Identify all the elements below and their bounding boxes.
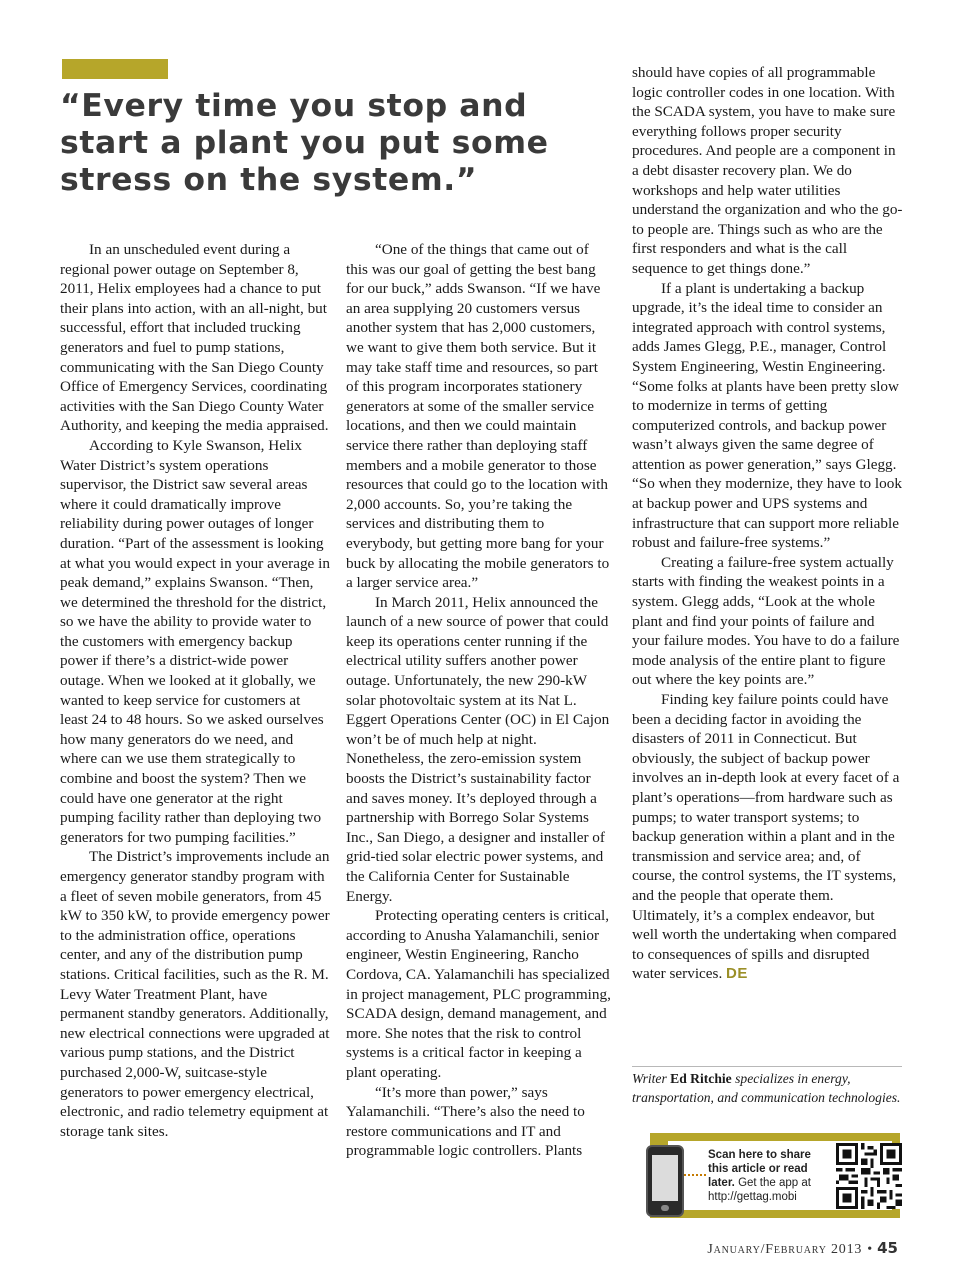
paragraph: Protecting operating centers is critical, according to Anusha Yalamanchili, senior engineer, Westin Engineering, Rancho Cordova, CA. Yalamanchili has specialized in project management, PLC programming, SCADA design, demand management, and more. She notes that the risk to control systems is a critical factor in keeping a plant operating.: [346, 907, 611, 1081]
paragraph: According to Kyle Swanson, Helix Water District’s system operations supervisor, the District saw several areas where it could dramatically improve reliability during power outages of longer duration. “Part of the assessment is looking at what you would expect in your average in peak demand,” explains Swanson. “Then, we determined the threshold for the district, so we have the ability to provide water to the customers with emergency backup power if there’s a district-wide power outage. When we looked at it globally, we wanted to keep service for customers at least 24 to 48 hours. So we asked ourselves how many generators do we need, and where can we use them strategically to combine and boost the system? Then we could have one generator at the right pumping facility rather than deploying two generators for two pumping facilities.”: [60, 436, 330, 846]
dotted-arrow-icon: [684, 1174, 706, 1176]
page-number: 45: [877, 1239, 898, 1257]
scan-promo-text: [708, 1148, 830, 1204]
writer-prefix: Writer: [632, 1071, 667, 1086]
pull-quote: “Every time you stop and start a plant you put some stress on the system.”: [60, 88, 549, 198]
accent-bar: [62, 59, 168, 79]
writer-name: Ed Ritchie: [670, 1071, 732, 1086]
scan-promo[interactable]: [650, 1133, 900, 1218]
article-column-2: [346, 240, 614, 1161]
paragraph: should have copies of all programmable logic controller codes in one location. With the SCADA system, you have to make sure everything follows proper security procedures. And people are a component in a debt disaster recovery plan. We do workshops and help water utilities understand the organization and who the go-to people are. Things such as who are the first responders and what is the call sequence to get things done.”: [632, 64, 903, 277]
issue-date: January/February 2013: [707, 1242, 863, 1257]
article-column-3: [632, 63, 904, 984]
paragraph: In an unscheduled event during a regional power outage on September 8, 2011, Helix employees had a chance to put their plans into action, with an all-night, but successful, effort that included trucking generators and fuel to pump stations, communicating with the San Diego County Office of Emergency Services, coordinating activities with the San Diego County Water Authority, and keeping the media appraised.: [60, 241, 329, 435]
paragraph: “It’s more than power,” says Yalamanchili. “There’s also the need to restore communications and IT and programmable logic controllers. Plants: [346, 1083, 585, 1160]
paragraph-last: [632, 690, 904, 984]
writer-bio: [632, 1069, 907, 1107]
paragraph: The District’s improvements include an emergency generator standby program with a fleet of seven mobile generators, from 45 kW to 350 kW, to provide emergency power to the administration office, operations center, and any of the distribution pump stations. Critical facilities, such as the R. M. Levy Water Treatment Plant, have permanent standby generators. Additionally, new electrical connections were upgraded at various pump stations, and the District purchased 2,000-W, suitcase-style generators to power emergency electrical, electronic, and radio telemetry equipment at storage tank sites.: [60, 848, 330, 1140]
end-mark: DE: [726, 965, 748, 983]
scan-rest: Get the app at http://gettag.mobi: [708, 1177, 811, 1203]
paragraph: In March 2011, Helix announced the launch of a new source of power that could keep its operations center running if the electrical utility suffers another power outage. Unfortunately, the new 290-kW solar photovoltaic system at its Nat L. Eggert Operations Center (OC) in El Cajon won’t be of much help at night. Nonetheless, the zero-emission system boosts the District’s sustainability factor and saves money. It’s deployed through a partnership with Borrego Solar Systems Inc., San Diego, a designer and installer of grid-tied solar electric power systems, and the California Center for Sustainable Energy.: [346, 593, 610, 905]
paragraph-text: Finding key failure points could have been a deciding factor in avoiding the disasters of 2011 in Connecticut. But obviously, the subject of backup power involves an in-depth look at every facet of a plant’s operations—from hardware such as pumps; to water transport systems; to backup generation within a plant and in the transmission and service area; and, of course, the control systems, the IT systems, and the people that operate them. Ultimately, it’s a complex endeavor, but well worth the undertaking when compared to consequences of spills and disrupted water services.: [632, 691, 900, 983]
smartphone-icon: [646, 1145, 684, 1217]
footer-separator: •: [867, 1242, 873, 1257]
writer-bio-text: specializes in energy, transportation, and communication technologies.: [632, 1071, 901, 1105]
scan-lead: Scan here to share this article or read later.: [708, 1149, 811, 1189]
paragraph: “One of the things that came out of this was our goal of getting the best bang for our buck,” adds Swanson. “If we have an area supplying 20 customers versus another system that has 2,000 customers, we want to give them both service. But it may take staff time and resources, so part of this program incorporates stationery generators at some of the smaller service locations, and then we could maintain service there rather than deploying staff members and a mobile generator to those resources that could go to the location with 2,000 accounts. So, you’re taking the services and distributing them to everybody, but getting more bang for your buck by allocating the mobile generators to a larger service area.”: [346, 241, 610, 592]
scan-promo-panel: [668, 1141, 892, 1210]
paragraph: If a plant is undertaking a backup upgrade, it’s the ideal time to consider an integrated approach with control systems, adds James Glegg, P.E., manager, Control System Engineering, Westin Engineering. “Some folks at plants have been pretty slow to modernize in terms of getting computerized controls, and backup power wasn’t always given the same degree of attention as power generation,” says Glegg. “So when they modernize, they have to look at backup power and UPS systems and infrastructure that can support more reliable robust and failure-free systems.”: [632, 279, 902, 552]
article-column-1: [60, 240, 330, 1141]
writer-divider: [632, 1066, 902, 1067]
qr-code-icon[interactable]: [836, 1143, 902, 1209]
page-footer: [707, 1239, 898, 1258]
paragraph: Creating a failure-free system actually starts with finding the weakest points in a system. Glegg adds, “Look at the whole plant and find your points of failure and your failure modes. You have to do a failure mode analysis of the entire plant to figure out where the key points are.”: [632, 553, 900, 689]
